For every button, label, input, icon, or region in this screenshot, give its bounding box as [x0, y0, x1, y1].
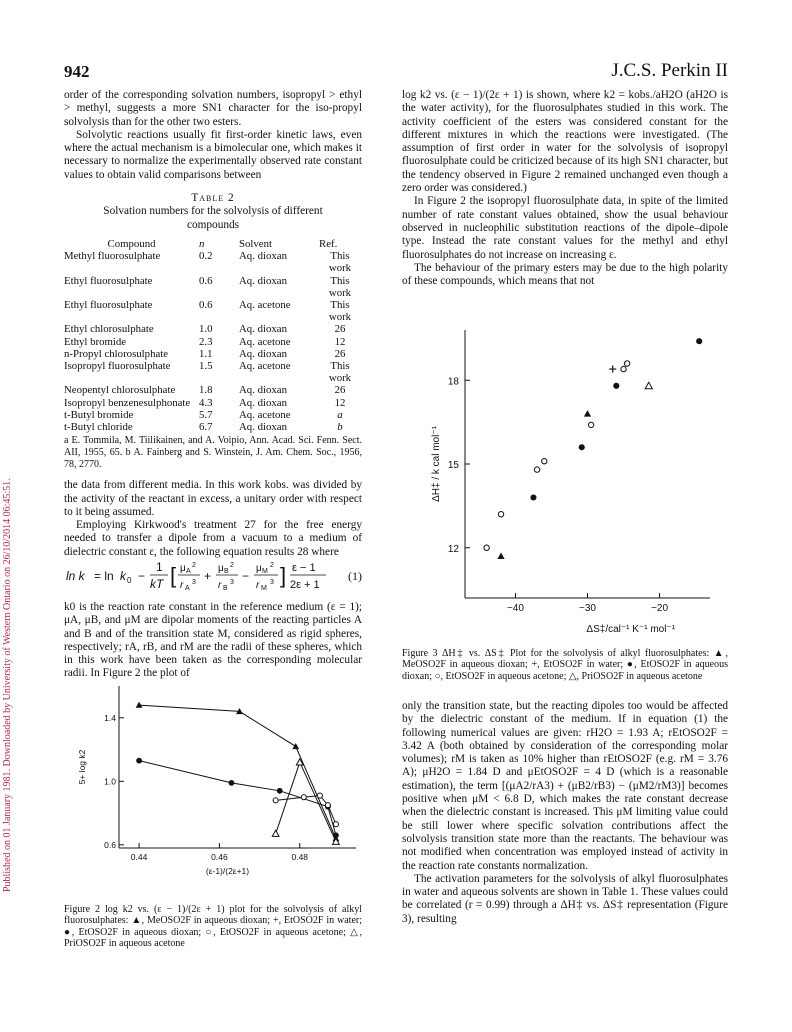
x-tick-label: −20 — [651, 603, 669, 614]
table-cell: This work — [328, 360, 352, 385]
svg-text:M: M — [261, 585, 267, 592]
svg-text:−: − — [242, 569, 250, 583]
figure-2-chart — [64, 680, 362, 876]
table-cell: Aq. dioxan — [239, 323, 287, 336]
data-point-filled-circle — [579, 444, 585, 450]
table-cell: Aq. dioxan — [239, 250, 287, 263]
data-point-open-circle — [325, 803, 330, 808]
svg-text:2: 2 — [270, 562, 274, 569]
svg-text:A: A — [186, 568, 191, 575]
svg-text:kT: kT — [150, 577, 164, 591]
table-cell: 12 — [334, 335, 346, 348]
table-cell: Ethyl chlorosulphate — [64, 323, 154, 336]
left-paragraph-4: Employing Kirkwood's treatment 27 for the free energy needed to transfer a dipole from a vacuum to a medium of dielectric constant ε, the following equation results 28 where — [64, 519, 362, 558]
left-paragraph-3: the data from different media. In this work kobs. was divided by the activity of the reactant in excess, a unitary order with respect to it being assumed. — [64, 479, 362, 518]
series-line — [276, 762, 336, 841]
right-column-lower — [402, 700, 728, 926]
data-point-open-circle — [534, 467, 539, 472]
table-cell: 12 — [334, 396, 346, 409]
solvation-table — [64, 238, 361, 433]
x-tick-label: 0.48 — [291, 852, 309, 862]
data-point-open-triangle — [645, 382, 652, 388]
svg-text:B: B — [224, 568, 229, 575]
table-header-cell: Solvent — [239, 237, 272, 250]
table-cell: Aq. dioxan — [239, 347, 287, 360]
table-cell: Aq. dioxan — [239, 421, 287, 434]
data-point-open-triangle — [333, 838, 340, 844]
svg-text:A: A — [185, 585, 190, 592]
table-cell: 4.3 — [199, 396, 213, 409]
svg-text:r: r — [256, 580, 260, 591]
svg-text:1: 1 — [156, 560, 163, 574]
right-column — [402, 89, 728, 288]
table-cell: 26 — [334, 323, 346, 336]
y-tick-label: 12 — [447, 543, 459, 555]
table-cell: 26 — [334, 347, 346, 360]
svg-text:M: M — [262, 568, 268, 575]
table-cell: Methyl fluorosulphate — [64, 250, 161, 263]
table-cell: Ethyl fluorosulphate — [64, 274, 153, 287]
table-header-cell: Compound — [107, 237, 156, 250]
data-point-filled-triangle — [584, 410, 591, 416]
right-paragraph-2: In Figure 2 the isopropyl fluorosulphate data, in spite of the limited number of rate constant values obtained, show the usual behaviour observed in nucleophilic substitution reactions of the dipole–dipole type. Instead the rate constant values for the methyl and ethyl fluorosulphates do not increase on increasing ε. — [402, 195, 728, 261]
data-point-open-circle — [301, 795, 306, 800]
y-tick-label: 1.0 — [104, 776, 116, 787]
svg-text:+: + — [204, 569, 212, 583]
x-axis-label: (ε-1)/(2ε+1) — [205, 866, 250, 876]
figure-3-chart — [420, 322, 720, 644]
table-cell: 6.7 — [199, 421, 213, 434]
table-row — [64, 384, 361, 396]
svg-text:ε − 1: ε − 1 — [292, 562, 316, 574]
x-axis-label: ΔS‡/cal⁻¹ K⁻¹ mol⁻¹ — [586, 624, 676, 635]
x-tick-label: −30 — [579, 603, 596, 614]
data-point-plus — [609, 365, 616, 372]
table-cell: Neopentyl chlorosulphate — [64, 384, 176, 397]
data-point-filled-triangle — [497, 553, 504, 559]
table-row — [64, 336, 361, 348]
table-row — [64, 275, 361, 299]
figure-3-caption: Figure 3 ΔH‡ vs. ΔS‡ Plot for the solvolysis of alkyl fluorosulphates: ▲, MeOSO2F in aqueous dioxan; +, EtOSO2F in water; ●, EtOSO2F in aqueous dioxan; ○, EtOSO2F in aqueous acetone; △, PriOSO2F in aqueous acetone — [402, 648, 728, 682]
svg-text:B: B — [223, 585, 228, 592]
left-column-lower — [64, 601, 362, 681]
kirkwood-equation — [64, 556, 362, 596]
svg-text:ln k: ln k — [66, 569, 85, 583]
svg-text:−: − — [138, 569, 146, 583]
table-cell: Ethyl bromide — [64, 335, 127, 348]
table-cell: 0.6 — [199, 298, 213, 311]
equation-number: (1) — [348, 569, 362, 583]
table-caption: Solvation numbers for the solvolysis of different compounds — [103, 205, 323, 231]
svg-text:[: [ — [170, 563, 177, 588]
svg-text:2ε + 1: 2ε + 1 — [290, 579, 320, 591]
series-line — [139, 705, 336, 838]
table-cell: 1.8 — [199, 384, 213, 397]
table-cell: b — [337, 421, 343, 434]
data-point-open-circle — [588, 422, 593, 427]
journal-title: J.C.S. Perkin II — [611, 60, 728, 81]
table-cell: This work — [328, 298, 352, 324]
table-cell: 2.3 — [199, 335, 213, 348]
table-cell: 5.7 — [199, 408, 213, 421]
table-cell: 0.6 — [199, 274, 213, 287]
y-tick-label: 15 — [447, 460, 459, 471]
y-tick-label: 0.6 — [104, 839, 116, 850]
svg-text:2: 2 — [230, 562, 234, 569]
left-paragraph-1: order of the corresponding solvation numbers, isopropyl > ethyl > methyl, suggests a more SN1 character for the iso-propyl solvolysis than for the other two esters. — [64, 89, 362, 128]
table-cell: Aq. acetone — [239, 335, 291, 348]
x-tick-label: 0.46 — [211, 852, 228, 862]
table-cell: 26 — [334, 384, 346, 397]
table-cell: This work — [328, 250, 352, 275]
svg-text:μ: μ — [218, 563, 224, 574]
svg-text:0: 0 — [127, 576, 132, 585]
table-cell: Aq. acetone — [239, 408, 291, 421]
table-cell: 1.5 — [199, 360, 213, 372]
svg-text:k: k — [120, 569, 126, 583]
table-cell: Aq. dioxan — [239, 274, 287, 287]
table-cell: 1.1 — [199, 347, 213, 360]
table-cell: Ethyl fluorosulphate — [64, 298, 153, 311]
x-tick-label: 0.44 — [130, 852, 148, 862]
svg-text:2: 2 — [192, 562, 196, 569]
table-cell: n-Propyl chlorosulphate — [64, 347, 169, 360]
table-row — [64, 299, 361, 323]
left-paragraph-5: k0 is the reaction rate constant in the reference medium (ε = 1); μA, μB, and μM are dipolar moments of the reacting particles A and B and of the transition state M, considered as rigid spheres, respectively; rA, rB, and rM are the radii of these spheres, which in this work have been taken as the corresponding molecular radii. In Figure 2 the plot of — [64, 601, 362, 680]
svg-text:r: r — [180, 580, 184, 591]
table-cell: Aq. dioxan — [239, 384, 287, 397]
svg-text:μ: μ — [180, 563, 186, 574]
table-header-cell: n — [199, 237, 205, 250]
svg-text:]: ] — [280, 563, 287, 588]
table-cell: 0.2 — [199, 250, 213, 263]
svg-text:3: 3 — [192, 579, 196, 586]
data-point-open-triangle — [272, 830, 279, 836]
table-cell: Isopropyl fluorosulphate — [64, 360, 171, 372]
data-point-filled-circle — [696, 338, 702, 344]
equation-graphic — [64, 556, 362, 596]
y-axis-label: ΔH‡ / k cal mol⁻¹ — [431, 426, 442, 502]
data-point-open-circle — [624, 361, 629, 366]
side-download-note: Published on 01 January 1981. Downloaded by University of Western Ontario on 26/10/2014 06:45:51. — [2, 478, 13, 892]
right-paragraph-4: only the transition state, but the reacting dipoles too would be affected by the dielectric constant of the medium. If in equation (1) the following numerical values are given: rH2O = 1.93 A; rEtOSO2F = 3.42 A (both obtained by consideration of the corresponding molar volumes); rM is taken as 10% higher than rEtOSO2F (e.g. rM = 3.76 A); μH2O = 1.84 D and μEtOSO2F = 4 D (which is a reasonable estimation), the term [(μA2/rA3) + (μB2/rB3) − (μM2/rM3)] becomes positive when μM < 6.8 D, which makes the rate constant decrease when the dielectric constant is increased. This μM limiting value could be still lower where specific solvation contributions affect the solvolysis transition state more than the reactants. The behaviour was not modified when concentration was employed instead of activity in the reaction rate constants normalization. — [402, 700, 728, 872]
data-point-filled-circle — [136, 758, 142, 764]
data-point-filled-circle — [530, 494, 536, 500]
y-tick-label: 18 — [447, 376, 459, 388]
svg-text:r: r — [218, 580, 222, 591]
table-row — [64, 409, 361, 421]
table-row — [64, 360, 361, 384]
table-cell: a — [337, 408, 343, 421]
table-row — [64, 348, 361, 360]
table-row — [64, 250, 361, 274]
left-paragraph-2: Solvolytic reactions usually fit first-order kinetic laws, even where the actual mechanism is a bimolecular one, which makes it necessary to normalize the experimentally observed rate constant values to obtain valid comparisons between — [64, 128, 362, 181]
table-row — [64, 397, 361, 409]
table-cell: t-Butyl chloride — [64, 421, 133, 434]
data-point-open-circle — [498, 512, 503, 517]
y-tick-label: 1.4 — [104, 712, 116, 723]
data-point-filled-triangle — [136, 702, 143, 708]
table-row — [64, 323, 361, 335]
table-cell: Aq. acetone — [239, 360, 291, 372]
figure-2-caption: Figure 2 log k2 vs. (ε − 1)/(2ε + 1) plot for the solvolysis of alkyl fluorosulphates: ▲, MeOSO2F in aqueous dioxan; +, EtOSO2F in water; ●, EtOSO2F in aqueous dioxan; ○, EtOSO2F in aqueous acetone; △, PriOSO2F in aqueous acetone — [64, 904, 362, 950]
data-point-filled-circle — [229, 780, 235, 786]
svg-text:3: 3 — [270, 579, 274, 586]
page-number: 942 — [64, 62, 90, 81]
right-paragraph-3: The behaviour of the primary esters may be due to the high polarity of these compounds, which means that not — [402, 261, 728, 288]
svg-text:= ln: = ln — [94, 569, 114, 583]
x-tick-label: −40 — [506, 603, 524, 614]
table-cell: Aq. acetone — [239, 298, 291, 311]
data-point-open-circle — [273, 798, 278, 803]
data-point-open-circle — [333, 822, 338, 827]
left-column — [64, 89, 362, 559]
table-cell: This work — [328, 274, 352, 299]
data-point-open-circle — [317, 793, 322, 798]
table-header-cell: Ref. — [319, 237, 338, 250]
data-point-open-circle — [621, 366, 626, 371]
table-cell: t-Butyl bromide — [64, 408, 134, 421]
right-paragraph-5: The activation parameters for the solvolysis of alkyl fluorosulphates in water and aqueous solvents are shown in Table 1. These values could be correlated (r = 0.99) through a ΔH‡ vs. ΔS‡ representation (Figure 3), resulting — [402, 872, 728, 925]
y-axis-label: 5+ log k2 — [77, 749, 87, 785]
svg-text:3: 3 — [230, 579, 234, 586]
svg-text:μ: μ — [256, 563, 262, 574]
data-point-filled-triangle — [292, 743, 299, 749]
table-title: Table 2 — [191, 192, 235, 205]
data-point-filled-circle — [277, 788, 283, 794]
data-point-open-circle — [542, 459, 547, 464]
right-paragraph-1: log k2 vs. (ε − 1)/(2ε + 1) is shown, where k2 = kobs./aH2O (aH2O is the water activity), for the fluorosulphates studied in this work. The activity coefficient of the esters was considered constant for the different mixtures in which the reactions were investigated. (The assumption of first order in water for the solvolysis of isopropyl fluorosulphate could be criticized because of its high SN1 character, but the tendency observed in Figure 2 remained unchanged even though a zero order was considered.) — [402, 89, 728, 195]
table-cell: Aq. dioxan — [239, 396, 287, 409]
table-row — [64, 421, 361, 433]
table-footnote: a E. Tommila, M. Tiilikainen, and A. Voipio, Ann. Acad. Sci. Fenn. Sect. AII, 1955, 65. b A. Fainberg and S. Winstein, J. Am. Chem. Soc., 1956, 78, 2770. — [64, 435, 362, 471]
table-cell: 1.0 — [199, 323, 213, 336]
data-point-filled-circle — [613, 383, 619, 389]
data-point-open-circle — [484, 545, 489, 550]
table-cell: Isopropyl benzenesulphonate — [64, 396, 191, 409]
